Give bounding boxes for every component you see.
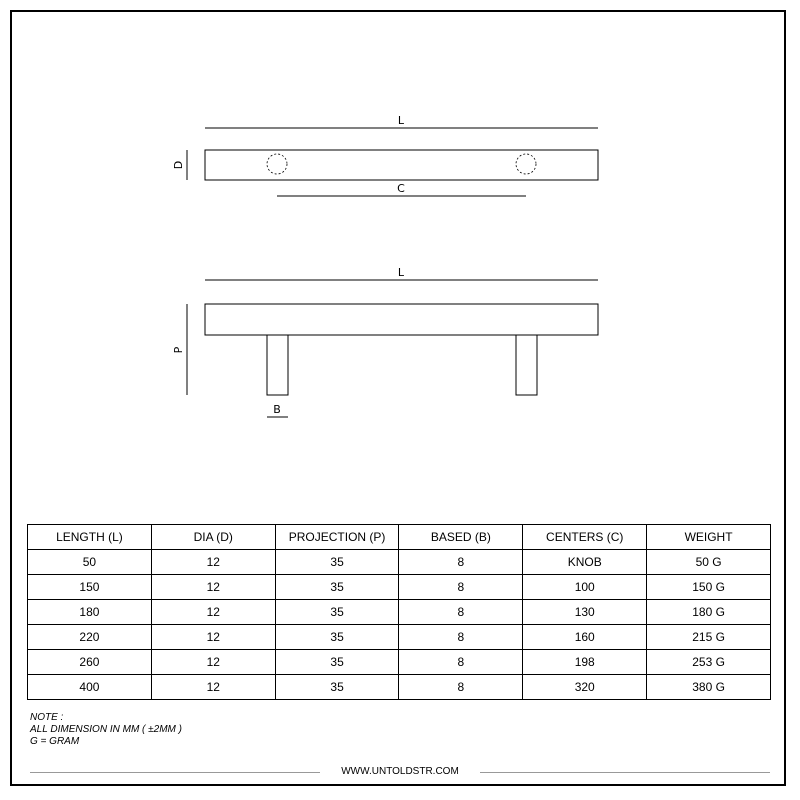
cell-centers: 130 bbox=[523, 600, 647, 625]
table-row bbox=[28, 625, 771, 650]
cell-dia: 12 bbox=[151, 575, 275, 600]
table-row bbox=[28, 650, 771, 675]
header-weight: WEIGHT bbox=[647, 525, 771, 550]
length-label-side: L bbox=[397, 266, 405, 279]
top-view bbox=[172, 114, 598, 196]
cell-projection: 35 bbox=[275, 550, 399, 575]
cell-length: 260 bbox=[28, 650, 152, 675]
cell-weight: 380 G bbox=[647, 675, 771, 700]
side-view bbox=[172, 266, 598, 417]
header-projection: PROJECTION (P) bbox=[275, 525, 399, 550]
mounting-hole-right bbox=[516, 154, 536, 174]
handle-bar-side bbox=[205, 304, 598, 335]
note-gram-text: G = GRAM bbox=[30, 736, 80, 747]
table-row bbox=[28, 550, 771, 575]
cell-dia: 12 bbox=[151, 650, 275, 675]
table-row bbox=[28, 575, 771, 600]
cell-centers: 198 bbox=[523, 650, 647, 675]
note-block bbox=[30, 712, 182, 748]
cell-length: 50 bbox=[28, 550, 152, 575]
header-centers: CENTERS (C) bbox=[523, 525, 647, 550]
note-dimension-text: ALL DIMENSION IN MM ( ±2MM ) bbox=[30, 724, 182, 735]
cell-based: 8 bbox=[399, 550, 523, 575]
handle-leg-left bbox=[267, 335, 288, 395]
cell-length: 150 bbox=[28, 575, 152, 600]
header-dia: DIA (D) bbox=[151, 525, 275, 550]
cell-centers: 160 bbox=[523, 625, 647, 650]
spec-table bbox=[27, 524, 771, 700]
header-length: LENGTH (L) bbox=[28, 525, 152, 550]
cell-based: 8 bbox=[399, 675, 523, 700]
cell-weight: 215 G bbox=[647, 625, 771, 650]
cell-projection: 35 bbox=[275, 650, 399, 675]
length-label-top: L bbox=[397, 114, 405, 127]
cell-projection: 35 bbox=[275, 625, 399, 650]
footer-website: WWW.UNTOLDSTR.COM bbox=[341, 766, 459, 777]
cell-based: 8 bbox=[399, 650, 523, 675]
table-header-row bbox=[28, 525, 771, 550]
cell-based: 8 bbox=[399, 625, 523, 650]
cell-centers: 100 bbox=[523, 575, 647, 600]
cell-dia: 12 bbox=[151, 600, 275, 625]
cell-dia: 12 bbox=[151, 675, 275, 700]
cell-dia: 12 bbox=[151, 550, 275, 575]
cell-length: 180 bbox=[28, 600, 152, 625]
cell-projection: 35 bbox=[275, 575, 399, 600]
cell-centers: KNOB bbox=[523, 550, 647, 575]
cell-centers: 320 bbox=[523, 675, 647, 700]
cell-weight: 50 G bbox=[647, 550, 771, 575]
header-based: BASED (B) bbox=[399, 525, 523, 550]
cell-weight: 253 G bbox=[647, 650, 771, 675]
table-row bbox=[28, 675, 771, 700]
dia-label: D bbox=[172, 160, 185, 170]
cell-weight: 150 G bbox=[647, 575, 771, 600]
cell-length: 400 bbox=[28, 675, 152, 700]
based-label: B bbox=[273, 403, 281, 416]
handle-leg-right bbox=[516, 335, 537, 395]
cell-projection: 35 bbox=[275, 675, 399, 700]
cell-projection: 35 bbox=[275, 600, 399, 625]
cell-length: 220 bbox=[28, 625, 152, 650]
projection-label: P bbox=[172, 346, 185, 354]
centers-label: C bbox=[397, 182, 405, 195]
table-row bbox=[28, 600, 771, 625]
cell-weight: 180 G bbox=[647, 600, 771, 625]
cell-based: 8 bbox=[399, 600, 523, 625]
cell-dia: 12 bbox=[151, 625, 275, 650]
mounting-hole-left bbox=[267, 154, 287, 174]
handle-bar-top bbox=[205, 150, 598, 180]
cell-based: 8 bbox=[399, 575, 523, 600]
note-title: NOTE : bbox=[30, 712, 64, 723]
